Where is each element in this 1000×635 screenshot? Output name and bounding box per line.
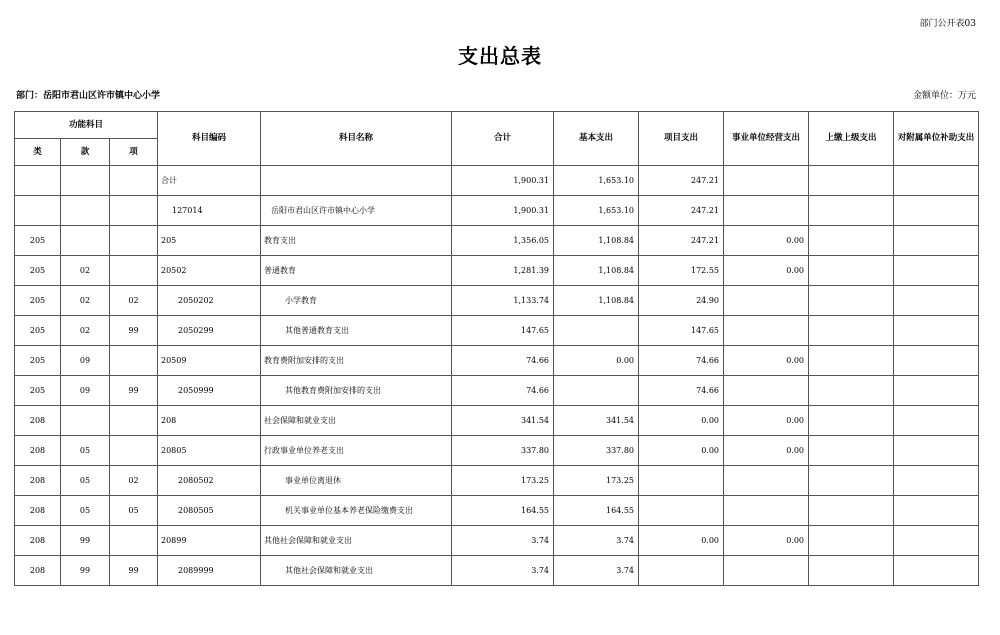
cell-lei: 205	[15, 376, 61, 406]
cell-code: 2080502	[158, 466, 261, 496]
table-row	[15, 376, 979, 406]
cell-xiang	[110, 436, 158, 466]
cell-name: 岳阳市君山区许市镇中心小学	[261, 196, 452, 226]
table-row	[15, 316, 979, 346]
cell-lei: 205	[15, 346, 61, 376]
cell-basic	[554, 376, 639, 406]
cell-name	[261, 166, 452, 196]
cell-business: 0.00	[724, 406, 809, 436]
cell-name: 行政事业单位养老支出	[261, 436, 452, 466]
table-row	[15, 496, 979, 526]
cell-kuan: 02	[61, 256, 110, 286]
page-title: 支出总表	[458, 44, 542, 68]
header-kuan: 款	[61, 139, 110, 166]
cell-business: 0.00	[724, 226, 809, 256]
table-row	[15, 406, 979, 436]
cell-name: 事业单位离退休	[261, 466, 452, 496]
cell-project: 0.00	[639, 436, 724, 466]
cell-subsidy	[894, 556, 979, 586]
cell-upper	[809, 286, 894, 316]
cell-lei: 205	[15, 256, 61, 286]
cell-total: 1,133.74	[452, 286, 554, 316]
cell-subsidy	[894, 436, 979, 466]
cell-lei	[15, 196, 61, 226]
cell-kuan: 09	[61, 376, 110, 406]
cell-kuan	[61, 196, 110, 226]
cell-code: 合计	[158, 166, 261, 196]
cell-business: 0.00	[724, 256, 809, 286]
cell-name: 机关事业单位基本养老保险缴费支出	[261, 496, 452, 526]
cell-xiang	[110, 406, 158, 436]
cell-basic: 1,653.10	[554, 166, 639, 196]
table-row	[15, 436, 979, 466]
cell-xiang	[110, 166, 158, 196]
cell-xiang: 99	[110, 316, 158, 346]
cell-kuan	[61, 226, 110, 256]
cell-xiang	[110, 346, 158, 376]
cell-upper	[809, 346, 894, 376]
cell-total: 337.80	[452, 436, 554, 466]
cell-lei: 205	[15, 226, 61, 256]
cell-kuan: 02	[61, 286, 110, 316]
cell-basic: 337.80	[554, 436, 639, 466]
cell-xiang: 99	[110, 376, 158, 406]
cell-project: 74.66	[639, 346, 724, 376]
cell-total: 74.66	[452, 376, 554, 406]
cell-upper	[809, 436, 894, 466]
cell-project	[639, 556, 724, 586]
cell-basic	[554, 316, 639, 346]
cell-code: 2050999	[158, 376, 261, 406]
cell-xiang: 02	[110, 466, 158, 496]
cell-basic: 1,108.84	[554, 256, 639, 286]
cell-total: 1,281.39	[452, 256, 554, 286]
cell-code: 20509	[158, 346, 261, 376]
cell-subsidy	[894, 286, 979, 316]
cell-code: 20899	[158, 526, 261, 556]
header-func-group: 功能科目	[15, 112, 158, 139]
cell-kuan	[61, 406, 110, 436]
cell-total: 1,900.31	[452, 166, 554, 196]
cell-basic: 1,653.10	[554, 196, 639, 226]
cell-upper	[809, 406, 894, 436]
cell-code: 2050299	[158, 316, 261, 346]
header-xiang: 项	[110, 139, 158, 166]
cell-project: 24.90	[639, 286, 724, 316]
cell-code: 208	[158, 406, 261, 436]
cell-upper	[809, 466, 894, 496]
cell-subsidy	[894, 166, 979, 196]
cell-upper	[809, 256, 894, 286]
cell-project: 0.00	[639, 526, 724, 556]
cell-business	[724, 316, 809, 346]
cell-kuan: 02	[61, 316, 110, 346]
table-row	[15, 526, 979, 556]
cell-basic: 0.00	[554, 346, 639, 376]
cell-upper	[809, 496, 894, 526]
table-row	[15, 286, 979, 316]
table-row	[15, 256, 979, 286]
cell-project: 172.55	[639, 256, 724, 286]
cell-business: 0.00	[724, 436, 809, 466]
cell-lei: 208	[15, 526, 61, 556]
cell-upper	[809, 376, 894, 406]
cell-code: 2050202	[158, 286, 261, 316]
cell-business	[724, 286, 809, 316]
cell-xiang	[110, 196, 158, 226]
cell-upper	[809, 316, 894, 346]
cell-basic: 3.74	[554, 526, 639, 556]
cell-lei: 208	[15, 436, 61, 466]
cell-project: 147.65	[639, 316, 724, 346]
cell-lei: 208	[15, 406, 61, 436]
form-number: 部门公开表03	[919, 19, 976, 29]
cell-kuan: 99	[61, 526, 110, 556]
cell-basic: 1,108.84	[554, 286, 639, 316]
cell-upper	[809, 556, 894, 586]
cell-xiang: 05	[110, 496, 158, 526]
cell-kuan: 05	[61, 496, 110, 526]
cell-code: 20805	[158, 436, 261, 466]
cell-business	[724, 166, 809, 196]
cell-business	[724, 556, 809, 586]
cell-lei: 205	[15, 316, 61, 346]
cell-name: 教育费附加安排的支出	[261, 346, 452, 376]
cell-name: 其他社会保障和就业支出	[261, 526, 452, 556]
cell-kuan: 09	[61, 346, 110, 376]
cell-total: 341.54	[452, 406, 554, 436]
table-row	[15, 196, 979, 226]
cell-xiang	[110, 256, 158, 286]
cell-name: 教育支出	[261, 226, 452, 256]
cell-upper	[809, 196, 894, 226]
cell-subsidy	[894, 496, 979, 526]
cell-lei: 208	[15, 496, 61, 526]
cell-project: 247.21	[639, 226, 724, 256]
cell-code: 127014	[158, 196, 261, 226]
table-body	[15, 166, 979, 586]
cell-lei: 208	[15, 466, 61, 496]
cell-total: 147.65	[452, 316, 554, 346]
header-subsidy: 对附属单位补助支出	[894, 112, 979, 166]
cell-basic: 341.54	[554, 406, 639, 436]
cell-code: 205	[158, 226, 261, 256]
cell-business	[724, 196, 809, 226]
table-row	[15, 556, 979, 586]
table-row	[15, 346, 979, 376]
unit-label: 金额单位：万元	[912, 91, 976, 101]
cell-subsidy	[894, 346, 979, 376]
cell-kuan	[61, 166, 110, 196]
cell-subsidy	[894, 256, 979, 286]
header-name: 科目名称	[261, 112, 452, 166]
cell-code: 20502	[158, 256, 261, 286]
cell-project	[639, 466, 724, 496]
header-business: 事业单位经营支出	[724, 112, 809, 166]
cell-name: 其他教育费附加安排的支出	[261, 376, 452, 406]
cell-lei: 208	[15, 556, 61, 586]
cell-basic: 3.74	[554, 556, 639, 586]
cell-business	[724, 466, 809, 496]
header-code: 科目编码	[158, 112, 261, 166]
cell-subsidy	[894, 316, 979, 346]
cell-upper	[809, 166, 894, 196]
cell-name: 小学教育	[261, 286, 452, 316]
cell-subsidy	[894, 526, 979, 556]
cell-lei	[15, 166, 61, 196]
cell-business: 0.00	[724, 346, 809, 376]
cell-basic: 1,108.84	[554, 226, 639, 256]
cell-xiang: 99	[110, 556, 158, 586]
cell-total: 173.25	[452, 466, 554, 496]
cell-code: 2089999	[158, 556, 261, 586]
cell-name: 社会保障和就业支出	[261, 406, 452, 436]
header-basic: 基本支出	[554, 112, 639, 166]
department-label: 部门：岳阳市君山区许市镇中心小学	[16, 91, 161, 101]
cell-total: 74.66	[452, 346, 554, 376]
header-lei: 类	[15, 139, 61, 166]
expenditure-table	[14, 111, 979, 586]
cell-project: 247.21	[639, 196, 724, 226]
cell-total: 164.55	[452, 496, 554, 526]
cell-kuan: 05	[61, 466, 110, 496]
cell-subsidy	[894, 226, 979, 256]
cell-kuan: 99	[61, 556, 110, 586]
cell-project	[639, 496, 724, 526]
cell-business	[724, 496, 809, 526]
table-row	[15, 166, 979, 196]
cell-project: 74.66	[639, 376, 724, 406]
cell-total: 3.74	[452, 556, 554, 586]
cell-kuan: 05	[61, 436, 110, 466]
header-upper: 上缴上级支出	[809, 112, 894, 166]
cell-total: 1,900.31	[452, 196, 554, 226]
cell-lei: 205	[15, 286, 61, 316]
cell-total: 3.74	[452, 526, 554, 556]
cell-total: 1,356.05	[452, 226, 554, 256]
cell-upper	[809, 226, 894, 256]
cell-code: 2080505	[158, 496, 261, 526]
cell-subsidy	[894, 376, 979, 406]
header-project: 项目支出	[639, 112, 724, 166]
table-row	[15, 466, 979, 496]
cell-basic: 164.55	[554, 496, 639, 526]
cell-xiang: 02	[110, 286, 158, 316]
cell-xiang	[110, 226, 158, 256]
cell-name: 其他社会保障和就业支出	[261, 556, 452, 586]
cell-business	[724, 376, 809, 406]
cell-basic: 173.25	[554, 466, 639, 496]
cell-subsidy	[894, 196, 979, 226]
cell-xiang	[110, 526, 158, 556]
cell-upper	[809, 526, 894, 556]
cell-name: 其他普通教育支出	[261, 316, 452, 346]
cell-business: 0.00	[724, 526, 809, 556]
cell-project: 247.21	[639, 166, 724, 196]
cell-subsidy	[894, 406, 979, 436]
table-row	[15, 226, 979, 256]
cell-subsidy	[894, 466, 979, 496]
cell-name: 普通教育	[261, 256, 452, 286]
cell-project: 0.00	[639, 406, 724, 436]
header-total: 合计	[452, 112, 554, 166]
